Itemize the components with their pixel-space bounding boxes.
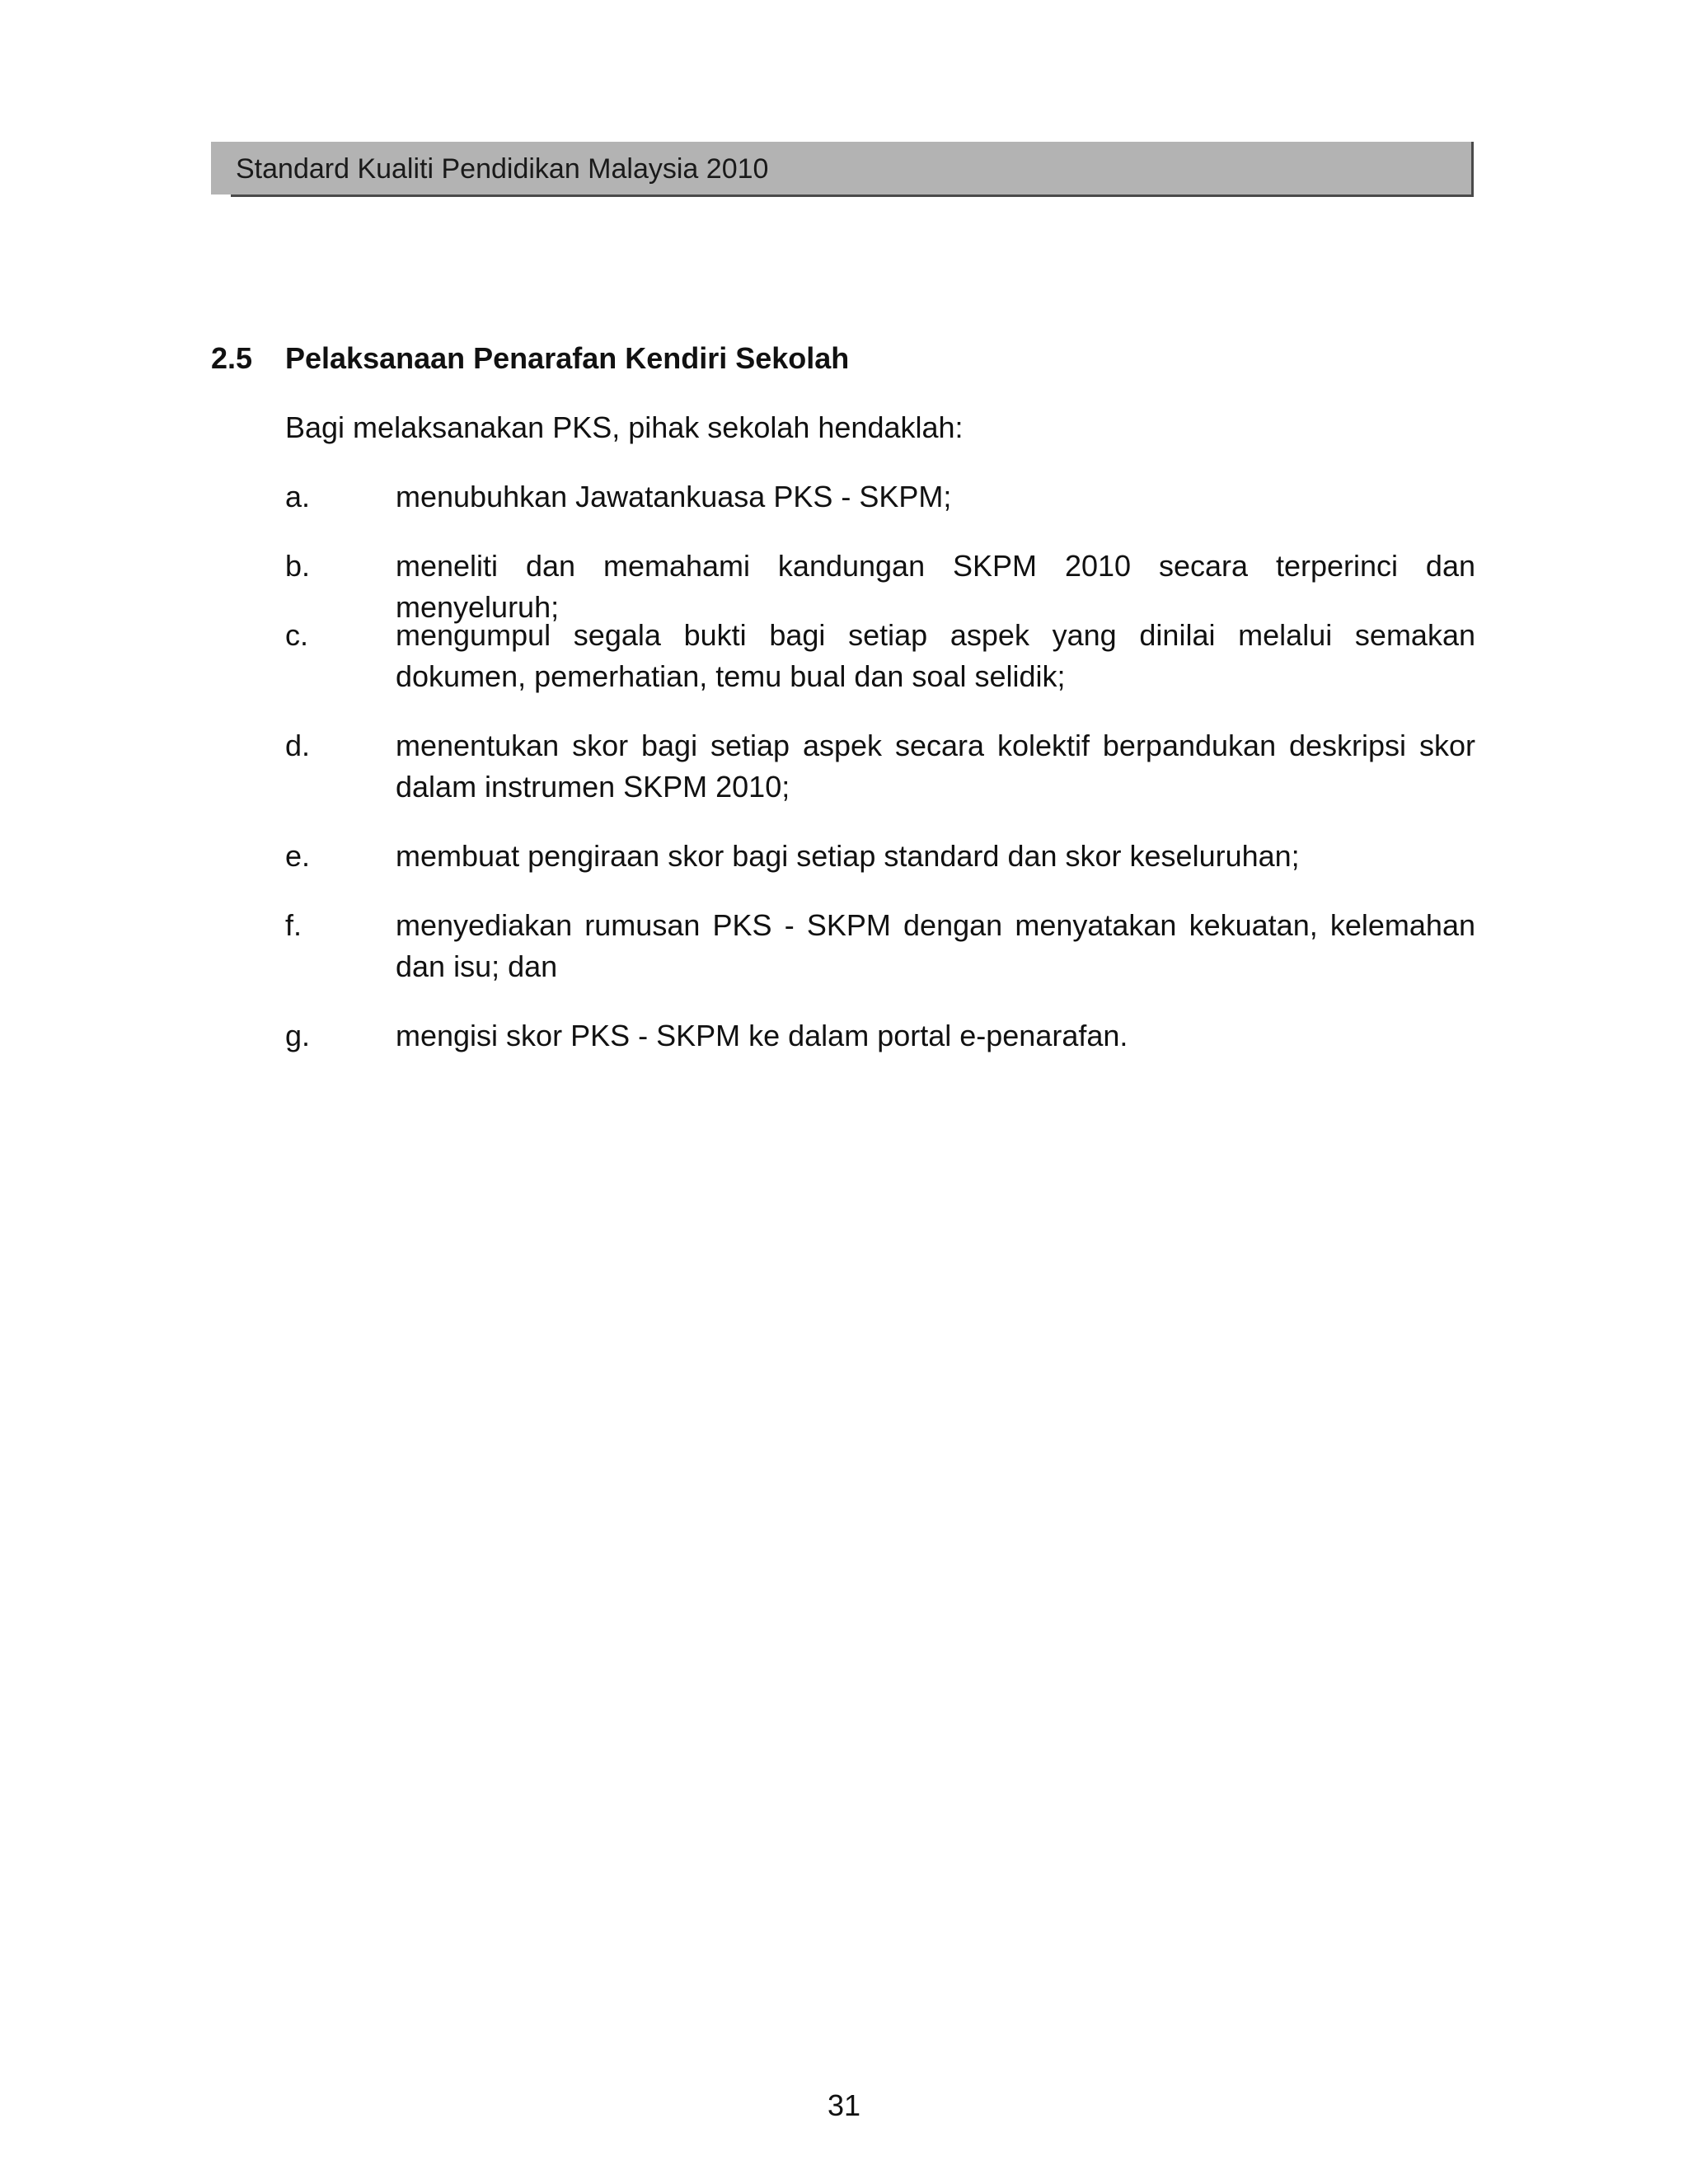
- list-item-text: menyediakan rumusan PKS - SKPM dengan menyatakan kekuatan, kelemahan dan isu; dan: [396, 908, 1475, 983]
- list-item-letter: f.: [285, 908, 302, 942]
- page-header-bar: [211, 142, 1474, 194]
- list-item-letter: b.: [285, 549, 311, 583]
- list-item-text: mengumpul segala bukti bagi setiap aspek yang dinilai melalui semakan dokumen, pemerhatian, temu bual dan soal selidik;: [396, 618, 1475, 693]
- list-item-letter: d.: [285, 729, 311, 762]
- list-item-letter: g.: [285, 1019, 311, 1052]
- list-item-text: meneliti dan memahami kandungan SKPM 2010 secara terperinci dan menyeluruh;: [396, 549, 1475, 624]
- section-number: 2.5: [211, 341, 253, 375]
- list-item-letter: e.: [285, 839, 311, 873]
- section-title: Pelaksanaan Penarafan Kendiri Sekolah: [285, 341, 850, 375]
- list-item-g: [285, 1015, 1475, 1057]
- list-item-letter: a.: [285, 480, 311, 513]
- list-item-c: [285, 615, 1475, 697]
- page-number: 31: [827, 2088, 861, 2122]
- list-item-e: [285, 836, 1475, 877]
- list-item-letter: c.: [285, 618, 309, 652]
- list-item-f: [285, 905, 1475, 987]
- list-item-a: [285, 476, 1475, 518]
- list-item-text: membuat pengiraan skor bagi setiap standard dan skor keseluruhan;: [396, 839, 1300, 873]
- list-item-text: mengisi skor PKS - SKPM ke dalam portal e-penarafan.: [396, 1019, 1128, 1052]
- page-header-underline: [231, 194, 1474, 197]
- section-intro: Bagi melaksanakan PKS, pihak sekolah hendaklah:: [285, 410, 964, 444]
- list-item-d: [285, 725, 1475, 808]
- list-item-text: menubuhkan Jawatankuasa PKS - SKPM;: [396, 480, 952, 513]
- page-header-title: Standard Kualiti Pendidikan Malaysia 2010: [236, 153, 769, 185]
- list-item-text: menentukan skor bagi setiap aspek secara kolektif berpandukan deskripsi skor dalam instrumen SKPM 2010;: [396, 729, 1475, 804]
